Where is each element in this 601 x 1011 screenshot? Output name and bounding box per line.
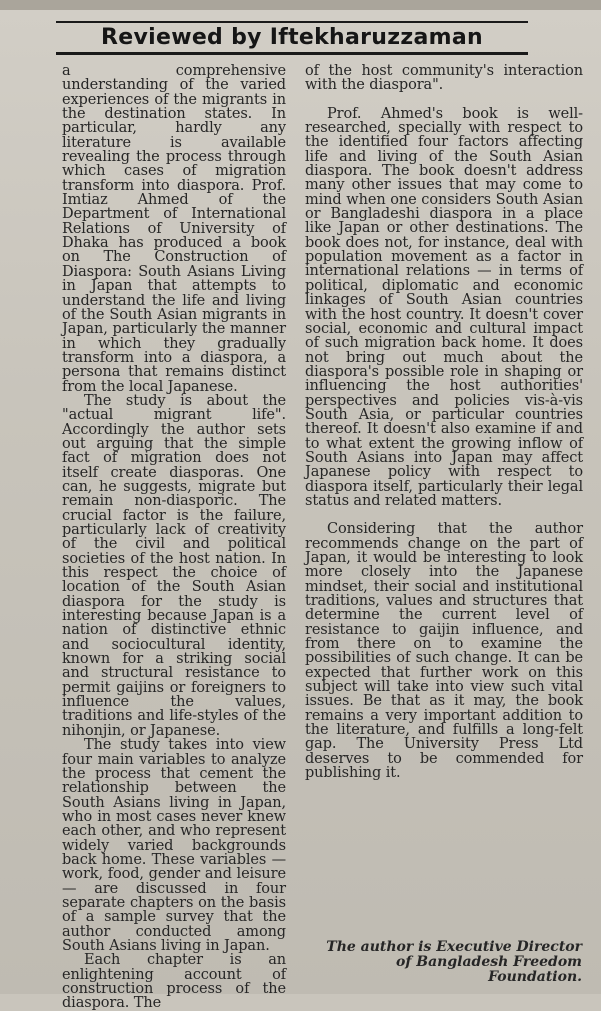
- right-paragraph-1: of the host community's interaction with the diaspora".: [305, 63, 583, 94]
- left-paragraph-2: The study is about the "actual migrant life". Accordingly the author sets out arguing that the simple fact of migration does not itself create diasporas. One can, he suggests, migrate but remain non-diasporic. The crucial factor is the failure, particularly lack of creativity of the civil and political societies of the host nation. In this respect the choice of location of the South Asian diaspora for the study is interesting because Japan is a nation of distinctive ethnic and sociocultural identity, known for a striking social and structural resistance to permit gaijins or foreigners to influence the values, traditions and life-styles of the nihonjin, or Japanese.: [62, 392, 286, 739]
- masthead-rule-bottom: [56, 52, 528, 55]
- left-paragraph-3: The study takes into view four main variables to analyze the process that cement the relationship between the South Asians living in Japan, who in most cases never knew each other, and who represent widely varied backgrounds back home. These variables — work, food, gender and leisure — are discussed in four separate chapters on the basis of a sample survey that the author conducted among South Asians living in Japan.: [62, 737, 286, 954]
- left-column: [62, 64, 286, 1011]
- review-heading: Reviewed by Iftekharuzzaman: [101, 25, 483, 50]
- right-paragraph-3: Considering that the author recommends change on the part of Japan, it would be interesting to look more closely into the Japanese mindset, their social and institutional traditions, values and structures that determine the current level of resistance to gaijin influence, and from there on to examine the possibilities of such change. It can be expected that further work on this subject will take into view such vital issues. Be that as it may, the book remains a very important addition to the literature, and fulfills a long-felt gap. The University Press Ltd deserves to be commended for publishing it.: [305, 521, 583, 782]
- right-paragraph-2: Prof. Ahmed's book is well-researched, specially with respect to the identified four factors affecting life and living of the South Asian diaspora. The book doesn't address many other issues that may come to mind when one considers South Asian or Bangladeshi diaspora in a place like Japan or other destinations. The book does not, for instance, deal with population movement as a factor in international relations — in terms of political, diplomatic and economic linkages of South Asian countries with the host country. It doesn't cover social, economic and cultural impact of such migration back home. It does not bring out much about the diaspora's possible role in shaping or influencing the host authorities' perspectives and policies vis-à-vis South Asia, or particular countries thereof. It doesn't also examine if and to what extent the growing inflow of South Asians into Japan may affect Japanese policy with respect to diaspora itself, particularly their legal status and related matters.: [305, 105, 583, 509]
- left-paragraph-4: Each chapter is an enlightening account of construction process of the diaspora. The: [62, 952, 286, 1011]
- right-column: [305, 64, 583, 781]
- previous-article-strip: [0, 0, 601, 10]
- left-paragraph-1: a comprehensive understanding of the varied experiences of the migrants in the destination states. In particular, hardly any literature is available revealing the process through which cases of migration transform into diaspora. Prof. Imtiaz Ahmed of the Department of International Relations of University of Dhaka has produced a book on The Construction of Diaspora: South Asians Living in Japan that attempts to understand the life and living of the South Asian migrants in Japan, particularly the manner in which they gradually transform into a diaspora, a persona that remains distinct from the local Japanese.: [62, 63, 286, 395]
- author-byline: The author is Executive Director of Bangladesh Freedom Foundation.: [326, 939, 582, 985]
